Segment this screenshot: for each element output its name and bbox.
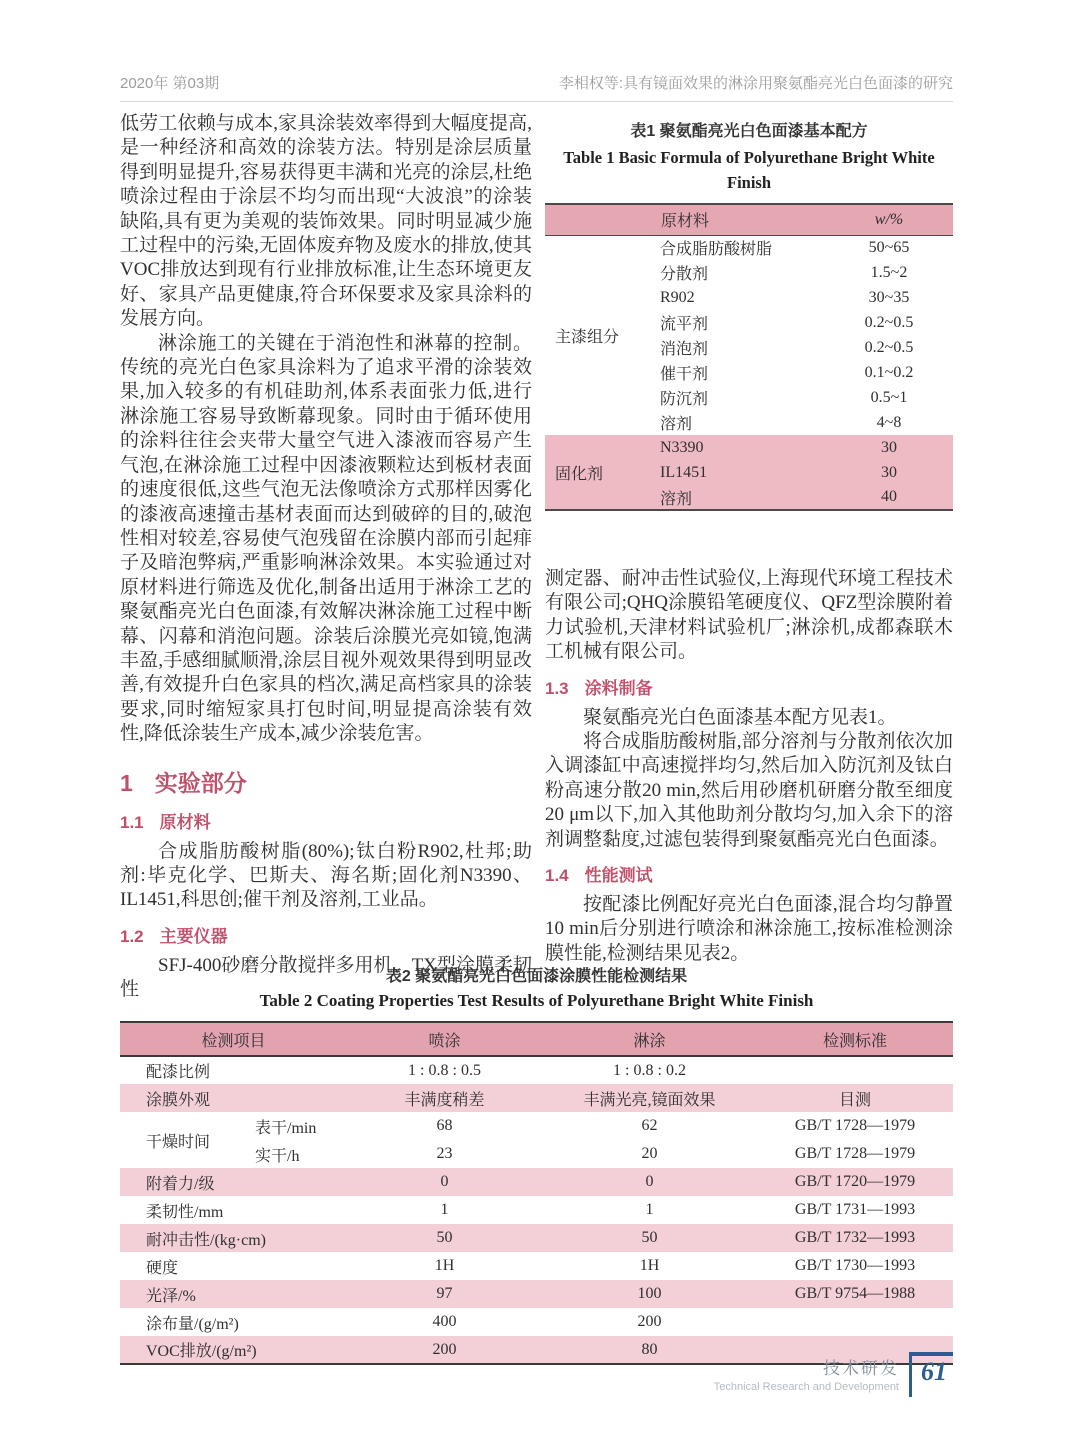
table-cell: N3390 xyxy=(640,435,825,460)
table-row xyxy=(545,235,953,260)
section-number: 1 xyxy=(120,769,133,796)
footer-section-en: Technical Research and Development xyxy=(713,1381,899,1393)
table2-title-en: Table 2 Coating Properties Test Results of Polyurethane Bright White Finish xyxy=(259,991,814,1010)
table2-header-row xyxy=(120,1022,953,1056)
table-cell: 200 xyxy=(347,1336,542,1364)
table-cell: 0.2~0.5 xyxy=(864,313,914,331)
table1-header-material: 原材料 xyxy=(545,204,825,235)
issue-label: 2020年 第03期 xyxy=(120,75,220,92)
table-row xyxy=(120,1084,953,1112)
table1-group-main-paint: 主漆组分 xyxy=(555,328,620,346)
table-cell: 消泡剂 xyxy=(660,341,709,358)
section-1-3-heading xyxy=(545,674,953,699)
section-1-1-heading xyxy=(120,808,532,833)
section-title: 性能测试 xyxy=(584,866,653,886)
table-cell: GB/T 1728—1979 xyxy=(794,1145,916,1162)
table-cell: GB/T 9754—1988 xyxy=(757,1280,953,1308)
table-cell: 涂布量/(g/m²) xyxy=(146,1315,239,1333)
section-1-2-heading xyxy=(120,922,532,947)
table-cell: VOC排放/(g/m²) xyxy=(120,1336,347,1364)
section-1-4-paragraph-1: 按配漆比例配好亮光白色面漆,混合均匀静置10 min后分别进行喷涂和淋涂施工,按标准检测涂膜性能,检测结果见表2。 xyxy=(545,894,953,964)
table-cell: 97 xyxy=(347,1280,542,1308)
table-row xyxy=(120,1112,953,1140)
table-cell: 流平剂 xyxy=(660,316,709,333)
section-1-1-text: 合成脂肪酸树脂(80%);钛白粉R902,杜邦;助剂:毕克化学、巴斯夫、海名斯;固化剂N3390、IL1451,科思创;催干剂及溶剂,工业品。 xyxy=(120,840,532,911)
section-1-2-text: SFJ-400砂磨分散搅拌多用机、TX型涂膜柔韧性 xyxy=(120,954,532,1001)
right-column xyxy=(545,116,953,966)
table-cell: 柔韧性/mm xyxy=(146,1203,224,1221)
table-cell: 40 xyxy=(825,485,953,510)
page-number: 61 xyxy=(921,1357,947,1386)
table-cell: IL1451 xyxy=(640,460,825,485)
table-cell: 0 xyxy=(542,1168,757,1196)
table2-header-standard: 检测标准 xyxy=(757,1022,953,1056)
table-cell: 配漆比例 xyxy=(146,1064,211,1081)
table1-header-w-percent: w/% xyxy=(825,204,953,235)
table-cell: 50 xyxy=(347,1224,542,1252)
table-row xyxy=(120,1168,953,1196)
table-cell: 实干/h xyxy=(255,1147,300,1165)
table1-title-cn: 表1 聚氨酯亮光白色面漆基本配方 xyxy=(630,123,868,140)
table2-title-cn: 表2 聚氨酯亮光白色面漆涂膜性能检测结果 xyxy=(385,968,688,985)
table-cell: 30~35 xyxy=(868,288,910,306)
table-cell: 附着力/级 xyxy=(120,1168,347,1196)
table-cell: 1 : 0.8 : 0.2 xyxy=(613,1061,686,1079)
table-row xyxy=(120,1196,953,1224)
table2-properties xyxy=(120,1021,953,1365)
table-cell: 目测 xyxy=(757,1084,953,1112)
running-header xyxy=(120,72,953,102)
table-cell: 4~8 xyxy=(876,413,902,431)
section-title: 实验部分 xyxy=(154,769,247,796)
table-cell: GB/T 1731—1993 xyxy=(794,1201,916,1218)
paragraph-intro-1: 低劳工依赖与成本,家具涂装效率得到大幅度提高,是一种经济和高效的涂装方法。特别是涂层质量得到明显提升,容易获得更丰满和光亮的涂层,杜绝喷涂过程由于涂层不均匀而出现“大波浪”的涂装缺陷,具有更为美观的装饰效果。同时明显减少施工过程中的污染,无固体废弃物及废水的排放,使其VOC排放达到现有行业排放标准,让生态环境更友好、家具产品更健康,符合环保要求及家具涂料的发展方向。 xyxy=(120,113,532,330)
section-number: 1.3 xyxy=(545,678,569,698)
section-title: 主要仪器 xyxy=(159,926,228,946)
table-cell: 涂膜外观 xyxy=(120,1084,347,1112)
instruments-continued-text: 测定器、耐冲击性试验仪,上海现代环境工程技术有限公司;QHQ涂膜铅笔硬度仪、QFZ型涂膜附着力试验机,天津材料试验机厂;淋涂机,成都森联木工机械有限公司。 xyxy=(545,568,953,663)
table-cell: 光泽/% xyxy=(120,1280,347,1308)
table1-title-en-line2: Finish xyxy=(726,173,772,192)
page-number-box xyxy=(909,1352,953,1397)
table1-header-row xyxy=(545,204,953,235)
table2-header-spray: 喷涂 xyxy=(347,1022,542,1056)
table-row xyxy=(120,1308,953,1336)
table-cell: 50 xyxy=(542,1224,757,1252)
table-cell: 100 xyxy=(542,1280,757,1308)
table-cell: 1H xyxy=(639,1257,660,1274)
table-cell: 20 xyxy=(641,1145,658,1162)
table-cell: 68 xyxy=(436,1117,453,1134)
table-cell: 表干/min xyxy=(255,1119,317,1137)
table-row xyxy=(120,1252,953,1280)
table-cell: 1 : 0.8 : 0.5 xyxy=(408,1061,481,1079)
table-cell: 400 xyxy=(432,1313,457,1330)
footer-section-label xyxy=(714,1354,899,1397)
section-title: 原材料 xyxy=(159,812,211,832)
table-cell: GB/T 1730—1993 xyxy=(794,1257,916,1274)
table-cell: 62 xyxy=(641,1117,658,1134)
section-number: 1.2 xyxy=(120,926,144,946)
table2-header-curtain: 淋涂 xyxy=(542,1022,757,1056)
running-title: 李相权等:具有镜面效果的淋涂用聚氨酯亮光白色面漆的研究 xyxy=(558,75,953,92)
table-row xyxy=(120,1056,953,1084)
table-row xyxy=(545,435,953,460)
table1-title-en-line1: Table 1 Basic Formula of Polyurethane Bright White xyxy=(563,148,935,167)
table-cell: GB/T 1732—1993 xyxy=(757,1224,953,1252)
table-row xyxy=(120,1224,953,1252)
table-cell: 丰满光亮,镜面效果 xyxy=(542,1084,757,1112)
table-cell: 0.1~0.2 xyxy=(864,363,914,381)
table1-formula xyxy=(545,203,953,511)
table-row xyxy=(120,1280,953,1308)
section-1-3-paragraph-1: 聚氨酯亮光白色面漆基本配方见表1。 xyxy=(583,706,897,728)
table-cell: GB/T 1728—1979 xyxy=(794,1117,916,1134)
table1-group-hardener: 固化剂 xyxy=(545,435,640,510)
footer-section-cn: 技术研发 xyxy=(823,1359,899,1378)
section-1-4-heading xyxy=(545,861,953,886)
table2-block xyxy=(120,963,953,1365)
table-cell: 50~65 xyxy=(868,238,910,256)
section-1-heading xyxy=(120,765,532,798)
table-cell xyxy=(757,1308,953,1336)
table-cell xyxy=(757,1056,953,1084)
table-cell: 溶剂 xyxy=(640,485,825,510)
section-title: 涂料制备 xyxy=(584,678,653,698)
table-cell: 200 xyxy=(637,1313,662,1330)
table-cell: 1 xyxy=(645,1201,654,1218)
table-cell: 干燥时间 xyxy=(146,1133,211,1151)
table-cell: 溶剂 xyxy=(660,416,693,433)
table-cell: 合成脂肪酸树脂 xyxy=(660,241,773,259)
table-cell: 0.2~0.5 xyxy=(864,338,914,356)
table-cell: R902 xyxy=(660,288,695,306)
table-cell: 1H xyxy=(434,1257,455,1274)
section-number: 1.4 xyxy=(545,866,569,886)
table-cell: 23 xyxy=(436,1145,453,1162)
table-cell: 80 xyxy=(542,1336,757,1364)
table-cell: 耐冲击性/(kg·cm) xyxy=(120,1224,347,1252)
left-column xyxy=(120,112,532,1003)
table-cell: 0 xyxy=(347,1168,542,1196)
section-1-3-paragraph-2: 将合成脂肪酸树脂,部分溶剂与分散剂依次加入调漆缸中高速搅拌均匀,然后加入防沉剂及钛白粉高速分散20 min,然后用砂磨机研磨分散至细度20 μm以下,加入其他助剂分散均匀,加入余下的溶剂调整黏度,过滤包装得到聚氨酯亮光白色面漆。 xyxy=(545,731,953,850)
table-cell: 丰满度稍差 xyxy=(347,1084,542,1112)
section-number: 1.1 xyxy=(120,812,144,832)
page-footer xyxy=(714,1352,953,1397)
table-cell: 硬度 xyxy=(146,1259,179,1277)
table-cell: 30 xyxy=(825,435,953,460)
table2-header-item: 检测项目 xyxy=(120,1022,347,1056)
table-cell: 0.5~1 xyxy=(870,388,908,406)
table-cell: 1 xyxy=(440,1201,449,1218)
table-cell: 催干剂 xyxy=(660,366,709,383)
table-cell: 分散剂 xyxy=(660,266,709,283)
table-cell: GB/T 1720—1979 xyxy=(757,1168,953,1196)
table-cell: 1.5~2 xyxy=(870,263,908,281)
paragraph-intro-2: 淋涂施工的关键在于消泡性和淋幕的控制。传统的亮光白色家具涂料为了追求平滑的涂装效果,加入较多的有机硅助剂,体系表面张力低,进行淋涂施工容易导致断幕现象。同时由于循环使用的涂料往往会夹带大量空气进入漆液而容易产生气泡,在淋涂施工过程中因漆液颗粒达到板材表面的速度很低,这些气泡无法像喷涂方式那样因雾化的漆液高速撞击基材表面而达到破碎的目的,破泡性相对较差,容易使气泡残留在涂膜内部而引起痱子及暗泡弊病,严重影响淋涂效果。本实验通过对原材料进行筛选及优化,制备出适用于淋涂工艺的聚氨酯亮光白色面漆,有效解决淋涂施工过程中断幕、闪幕和消泡问题。涂装后涂膜光亮如镜,饱满丰盈,手感细腻顺滑,涂层目视外观效果得到明显改善,有效提升白色家具的档次,满足高档家具的涂装要求,同时缩短家具打包时间,明显提高涂装有效性,降低涂装生产成本,减少涂装危害。 xyxy=(120,332,532,745)
table-cell: 30 xyxy=(825,460,953,485)
table-cell: 防沉剂 xyxy=(660,391,709,408)
